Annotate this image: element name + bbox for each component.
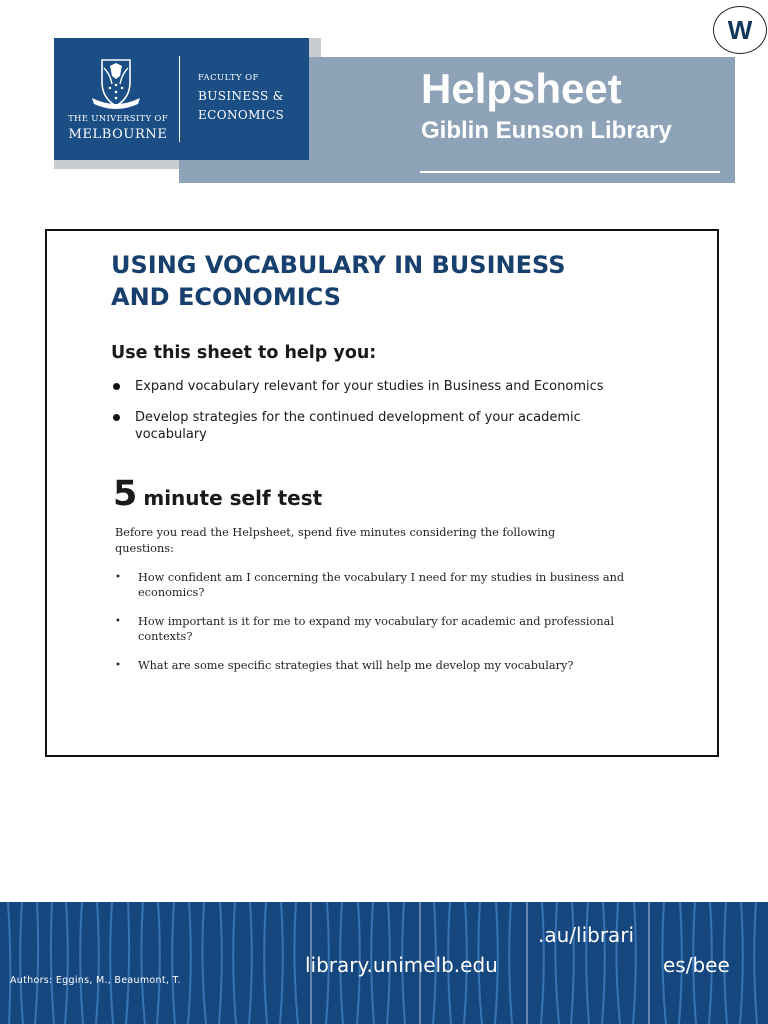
question-list bbox=[115, 571, 635, 689]
logo-divider bbox=[179, 56, 180, 142]
question-item: • What are some specific strategies that will help me develop my vocabulary? bbox=[115, 659, 635, 674]
question-item: • How confident am I concerning the vocabulary I need for my studies in business and economics? bbox=[115, 571, 635, 600]
crest-icon bbox=[80, 54, 152, 112]
self-test-heading bbox=[113, 474, 322, 514]
library-name: Giblin Eunson Library bbox=[421, 117, 672, 144]
footer-banner bbox=[0, 902, 768, 1024]
library-url-part-3[interactable]: es/bee bbox=[663, 953, 730, 977]
library-url-part-2[interactable]: .au/librari bbox=[538, 923, 635, 947]
use-sheet-heading: Use this sheet to help you: bbox=[111, 343, 377, 363]
question-item: • How important is it for me to expand my vocabulary for academic and professional contexts? bbox=[115, 615, 635, 644]
self-test-intro: Before you read the Helpsheet, spend five minutes considering the following questions: bbox=[115, 526, 556, 555]
faculty-line-1: FACULTY OF bbox=[198, 73, 259, 83]
helpsheet-title: Helpsheet bbox=[421, 65, 622, 112]
faculty-line-2: BUSINESS & bbox=[198, 89, 284, 103]
university-logo bbox=[54, 38, 309, 160]
self-test-number: 5 bbox=[113, 474, 138, 514]
library-url-part-1[interactable]: library.unimelb.edu bbox=[305, 953, 498, 977]
self-test-label: minute self test bbox=[143, 486, 323, 510]
purpose-item: Expand vocabulary relevant for your studies in Business and Economics bbox=[111, 378, 651, 395]
document-title: USING VOCABULARY IN BUSINESS AND ECONOMICS bbox=[111, 251, 566, 311]
w-badge: W bbox=[713, 6, 767, 54]
faculty-line-3: ECONOMICS bbox=[198, 108, 285, 122]
university-name-small: THE UNIVERSITY OF bbox=[68, 114, 168, 124]
content-box bbox=[45, 229, 719, 757]
purpose-list bbox=[111, 378, 651, 457]
authors-credit: Authors: Eggins, M., Beaumont, T. bbox=[10, 975, 181, 986]
university-name: MELBOURNE bbox=[68, 127, 168, 142]
purpose-item: Develop strategies for the continued development of your academic vocabulary bbox=[111, 409, 651, 443]
banner-rule bbox=[420, 171, 720, 173]
